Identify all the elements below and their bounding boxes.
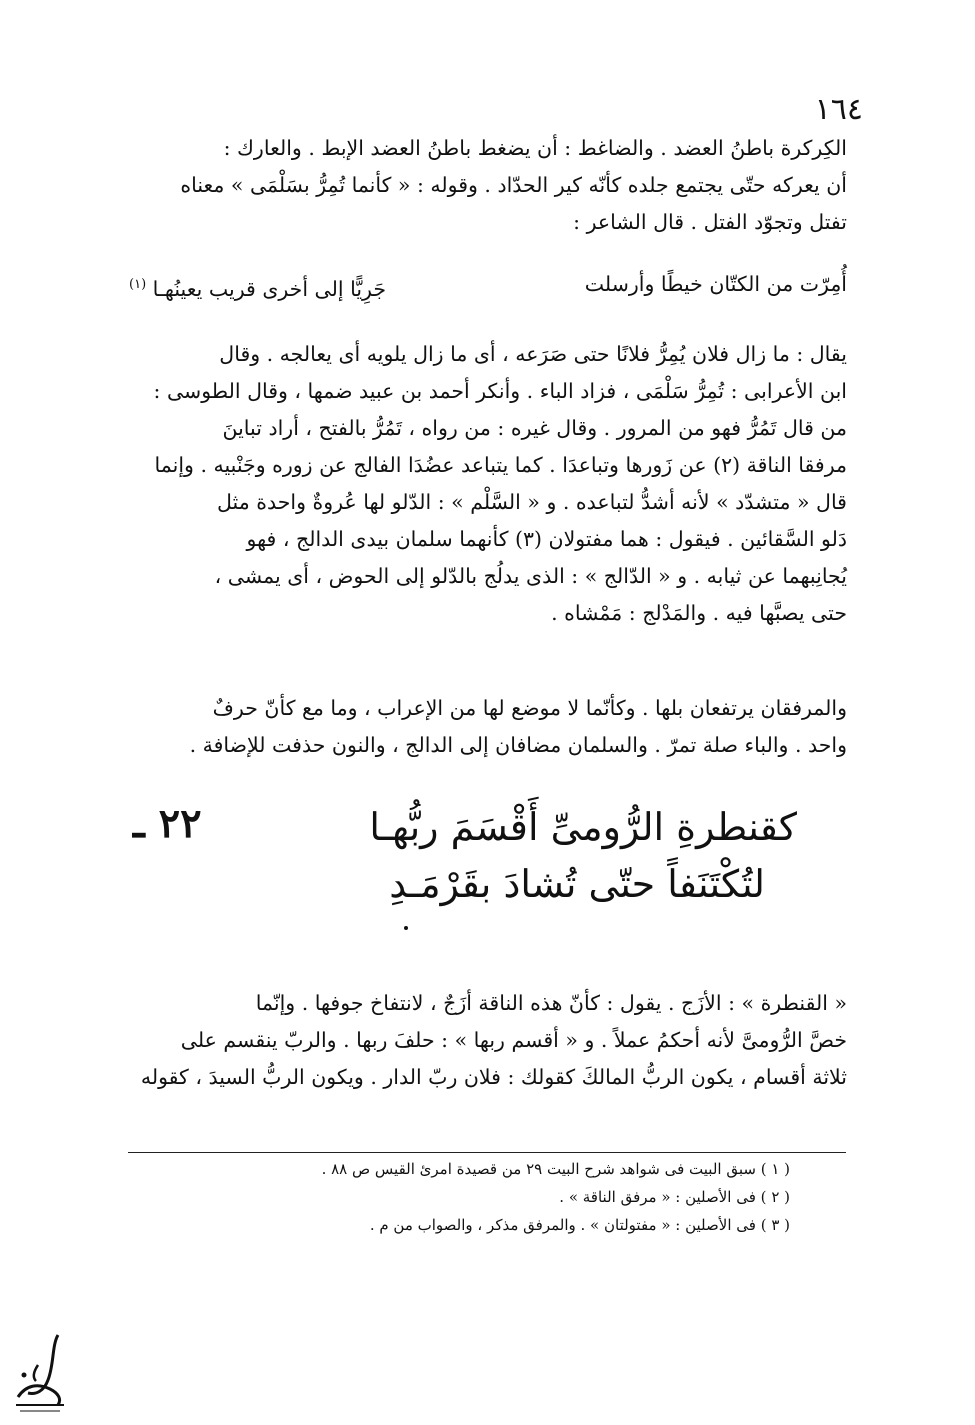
commentary-paragraph-2 — [129, 336, 847, 632]
ornament-dot — [404, 926, 408, 930]
text-line: مرفقا الناقة (٢) عن زَورها وتباعدَا . كما يتباعد عضُدَا الفالج عن زوره وجَنْبيه . وإنما — [154, 453, 847, 477]
footnotes — [230, 1155, 790, 1239]
footnote-1: ( ١ ) سبق البيت فى شواهد شرح البيت ٢٩ من قصيدة امرئ القيس ص ٨٨ . — [321, 1160, 790, 1178]
commentary-paragraph-1 — [129, 130, 847, 241]
poem-verse-number: ٢٢ ـ — [133, 800, 202, 847]
text-line: ثلاثة أقسام ، يكون الربُّ المالكَ كقولك : فلان ربّ الدار . ويكون الربُّ السيدَ ، كقوله — [140, 1065, 847, 1089]
footnote-divider — [128, 1152, 846, 1153]
page-number: ١٦٤ — [814, 92, 863, 127]
text-line: والمرفقان يرتفعان بلها . وكأنّما لا موضع لها من الإعراب ، وما مع كأنّ حرفٌ — [212, 696, 847, 720]
text-line: حتى يصبَّها فيه . والمَدْلج : مَمْشاه . — [551, 601, 847, 625]
text-line: دَلو السَّقائين . فيقول : هما مفتولان (٣) كأنهما سلمان بيدى الدالج ، فهو — [246, 527, 847, 551]
commentary-paragraph-4 — [129, 985, 847, 1096]
text-line: قال « متشدّد » لأنه أشدُّ لتباعده . و « السَّلْم » : الدّلو لها عُروةٌ واحدة مثل — [217, 490, 847, 514]
footnote-2: ( ٢ ) فى الأصلين : « مرفق الناقة » . — [559, 1188, 790, 1206]
library-stamp-logo — [8, 1325, 70, 1415]
text-line: ابن الأعرابى : تُمِرُّ سَلْمَى ، فزاد الباء . وأنكر أحمد بن عبيد ضمها ، وقال الطوسى : — [153, 379, 847, 403]
commentary-paragraph-3 — [129, 690, 847, 764]
text-line: تفتل وتجوّد الفتل . قال الشاعر : — [573, 210, 847, 234]
footnote-3: ( ٣ ) فى الأصلين : « مفتولتان » . والمرفق مذكر ، والصواب من م . — [369, 1216, 790, 1234]
text-line: الكِركرة باطنُ العضد . والضاغط : أن يضغط باطنُ العضد الإبط . والعارك : — [223, 136, 847, 160]
footnote-mark: (١) — [129, 277, 147, 292]
text-line: يُجانِبهما عن ثيابه . و « الدّالج » : الذى يدلُج بالدّلو إلى الحوض ، أى يمشى ، — [214, 564, 847, 588]
text-line: واحد . والباء صلة تمرّ . والسلمان مضافان إلى الدالج ، والنون حذفت للإضافة . — [189, 733, 847, 757]
verse-hemistich-1: أُمِرّت من الكتّان خيطًا وأرسلت — [584, 272, 847, 296]
verse-hemistich-2-text: جَرِيًّا إلى أخرى قريب يعينُهـا — [152, 276, 387, 301]
text-line: يقال : ما زال فلان يُمِرُّ فلانًا حتى صَرَعه ، أى ما زال يلويه أى يعالجه . وقال — [219, 342, 847, 366]
poem-line-2: لتُكْتَنَفاً حتّى تُشادَ بقَرْمَـدِ — [389, 862, 765, 906]
poem-line-1: كقنطرةِ الرُّومىِّ أَقْسَمَ ربُّهـا — [369, 805, 797, 849]
verse-hemistich-2 — [129, 266, 386, 308]
text-line: أن يعركه حتّى يجتمع جلده كأنّه كير الحدّاد . وقوله : « كأنما تُمِرُّ بسَلْمَى » معناه — [180, 173, 847, 197]
text-line: من قال تَمُرُّ فهو من المرور . وقال غيره : من رواه ، تَمُرُّ بالفتح ، أراد تباينَ — [222, 416, 847, 440]
text-line: خصَّ الرُّومىَّ لأنه أحكمُ عملاً . و « أقسم ربها » : حلفَ ربها . والربّ ينقسم على — [180, 1028, 847, 1052]
text-line: « القنطرة » : الأزَج . يقول : كأنّ هذه الناقة أزَجٌ ، لانتفاخ جوفها . وإنّما — [255, 991, 847, 1015]
